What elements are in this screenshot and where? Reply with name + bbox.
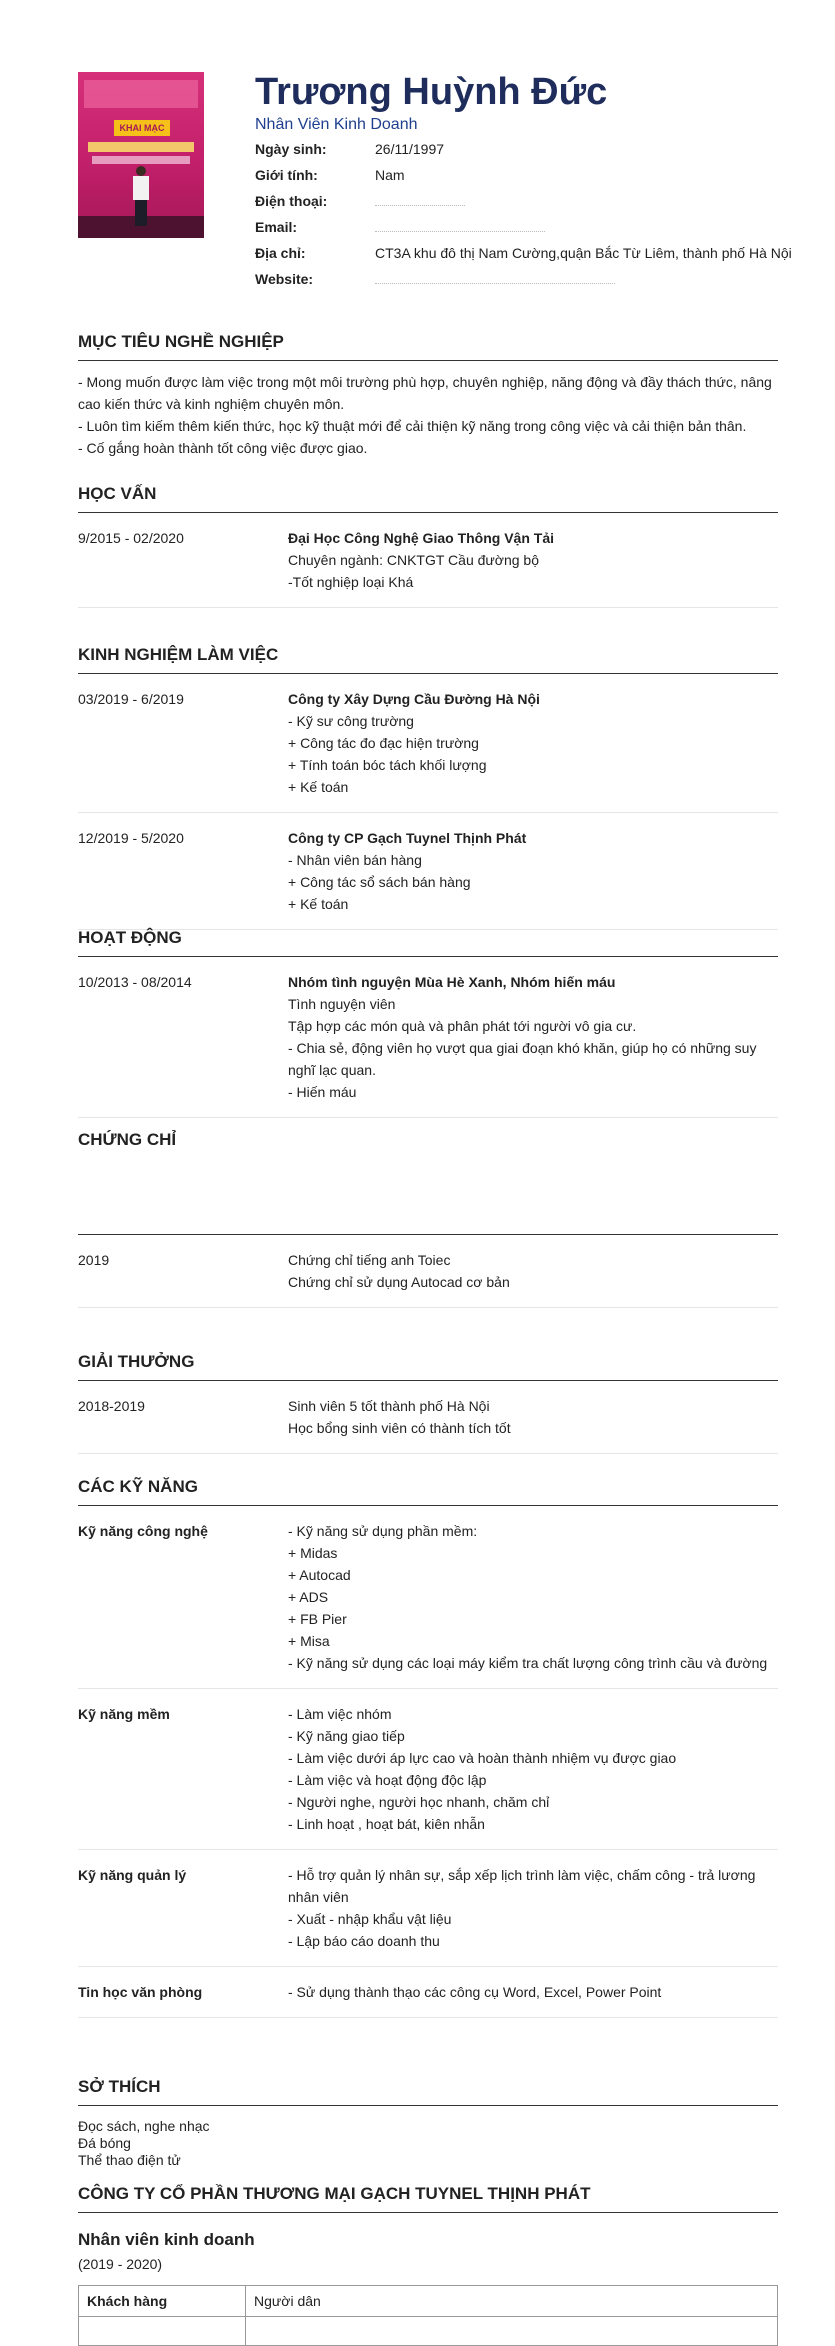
job-period: (2019 - 2020)	[78, 2256, 163, 2272]
award-entry	[78, 1381, 778, 1454]
info-row-gender	[255, 164, 795, 186]
section-heading: KINH NGHIỆM LÀM VIỆC	[78, 643, 778, 674]
table-cell-key: Khách hàng	[79, 2286, 246, 2317]
section-heading: MỤC TIÊU NGHỀ NGHIỆP	[78, 330, 778, 361]
hobby-item: Đọc sách, nghe nhạc	[78, 2118, 210, 2134]
skill-entry	[78, 1506, 778, 1689]
section-heading: GIẢI THƯỞNG	[78, 1350, 778, 1381]
entry-line: + Công tác đo đạc hiện trường	[288, 735, 479, 751]
info-row-email	[255, 216, 795, 238]
table-row	[79, 2317, 778, 2346]
section-divider	[78, 1158, 778, 1235]
photo-banner-line	[88, 142, 194, 152]
section-certificates	[78, 1128, 778, 1308]
objective-line: - Cố gắng hoàn thành tốt công việc được giao.	[78, 440, 368, 456]
entry-line: Học bổng sinh viên có thành tích tốt	[288, 1420, 511, 1436]
candidate-name: Trương Huỳnh Đức	[255, 71, 608, 113]
entry-line: - Làm việc dưới áp lực cao và hoàn thành nhiệm vụ được giao	[288, 1750, 677, 1766]
entry-line: - Chia sẻ, động viên họ vượt qua giai đoạn khó khăn, giúp họ có những suy nghĩ lạc quan.	[288, 1040, 757, 1078]
objective-text	[78, 371, 778, 459]
info-row-birthdate	[255, 138, 795, 160]
skill-details	[288, 1864, 778, 1952]
skill-details	[288, 1520, 778, 1674]
entry-line: - Làm việc và hoạt động độc lập	[288, 1772, 487, 1788]
company-heading: CÔNG TY CỔ PHẦN THƯƠNG MẠI GẠCH TUYNEL THỊNH PHÁT	[78, 2182, 778, 2213]
hobby-list	[78, 2118, 778, 2169]
photo-person	[135, 200, 147, 226]
experience-entry	[78, 813, 778, 930]
entry-details	[288, 1395, 778, 1439]
experience-entry	[78, 674, 778, 813]
entry-line: - Người nghe, người học nhanh, chăm chỉ	[288, 1794, 550, 1810]
customer-table	[78, 2285, 778, 2346]
section-heading: CHỨNG CHỈ	[78, 1130, 177, 1149]
table-cell-value: Người dân	[246, 2286, 778, 2317]
table-row	[79, 2286, 778, 2317]
section-experience	[78, 643, 778, 930]
entry-line: + ADS	[288, 1589, 329, 1605]
candidate-position: Nhân Viên Kinh Doanh	[255, 116, 418, 133]
table-cell-value	[246, 2317, 778, 2346]
entry-line: - Nhân viên bán hàng	[288, 852, 422, 868]
cv-header	[78, 71, 792, 322]
section-hobbies	[78, 2075, 778, 2169]
info-value: 26/11/1997	[375, 141, 445, 157]
entry-period: 2019	[78, 1252, 110, 1268]
section-company	[78, 2182, 778, 2346]
redacted-mark	[375, 227, 545, 232]
entry-period: 9/2015 - 02/2020	[78, 530, 184, 546]
objective-line: - Mong muốn được làm việc trong một môi trường phù hợp, chuyên nghiệp, năng động và đầy thách thức, nâng cao kiến thức và kinh nghiệm chuyên môn.	[78, 374, 772, 412]
section-heading: HOẠT ĐỘNG	[78, 926, 778, 957]
info-row-phone	[255, 190, 795, 212]
photo-banner-line	[92, 156, 190, 164]
entry-line: Tình nguyện viên	[288, 996, 396, 1012]
entry-period: 2018-2019	[78, 1398, 145, 1414]
entry-line: - Kỹ năng giao tiếp	[288, 1728, 405, 1744]
photo-banner-top	[84, 80, 198, 108]
section-education	[78, 482, 778, 608]
entry-line: - Sử dụng thành thạo các công cụ Word, Excel, Power Point	[288, 1984, 662, 2000]
section-objective	[78, 330, 778, 459]
certificate-entry	[78, 1235, 778, 1308]
info-value-redacted	[375, 216, 795, 238]
school-name: Đại Học Công Nghệ Giao Thông Vận Tải	[288, 530, 555, 546]
skill-name: Kỹ năng mềm	[78, 1706, 170, 1722]
entry-details	[288, 827, 778, 915]
entry-details	[288, 1249, 778, 1293]
entry-line: + Autocad	[288, 1567, 351, 1583]
info-value: Nam	[375, 167, 405, 183]
school-grade: -Tốt nghiệp loại Khá	[288, 574, 414, 590]
section-skills	[78, 1475, 778, 2018]
section-heading: SỞ THÍCH	[78, 2075, 778, 2106]
activity-entry	[78, 957, 778, 1118]
info-row-address	[255, 242, 795, 264]
info-label: Website:	[255, 271, 314, 287]
skill-name: Kỹ năng công nghệ	[78, 1523, 208, 1539]
hobby-item: Thể thao điện tử	[78, 2152, 181, 2168]
info-label: Giới tính:	[255, 167, 318, 183]
entry-line: - Xuất - nhập khẩu vật liệu	[288, 1911, 452, 1927]
entry-line: - Kỹ năng sử dụng các loại máy kiểm tra chất lượng công trình cầu và đường	[288, 1655, 768, 1671]
education-entry	[78, 513, 778, 608]
entry-details	[288, 527, 778, 593]
activity-org: Nhóm tình nguyện Mùa Hè Xanh, Nhóm hiến máu	[288, 974, 616, 990]
redacted-mark	[375, 279, 615, 284]
entry-line: + Misa	[288, 1633, 330, 1649]
info-value-redacted	[375, 268, 795, 290]
entry-line: + Midas	[288, 1545, 338, 1561]
hobby-item: Đá bóng	[78, 2135, 131, 2151]
info-label: Email:	[255, 219, 298, 235]
entry-line: - Lập báo cáo doanh thu	[288, 1933, 440, 1949]
entry-line: Chứng chỉ tiếng anh Toiec	[288, 1252, 451, 1268]
photo-person	[133, 176, 149, 200]
entry-line: - Hiến máu	[288, 1084, 357, 1100]
entry-period: 10/2013 - 08/2014	[78, 974, 192, 990]
info-label: Địa chỉ:	[255, 245, 306, 261]
entry-line: Tập hợp các món quà và phân phát tới người vô gia cư.	[288, 1018, 637, 1034]
redacted-mark	[375, 201, 465, 206]
info-row-website	[255, 268, 795, 290]
entry-line: + Kế toán	[288, 896, 349, 912]
entry-details	[288, 971, 778, 1103]
entry-period: 03/2019 - 6/2019	[78, 691, 184, 707]
entry-line: - Hỗ trợ quản lý nhân sự, sắp xếp lịch trình làm việc, chấm công - trả lương nhân viên	[288, 1867, 756, 1905]
entry-line: + FB Pier	[288, 1611, 347, 1627]
info-label: Ngày sinh:	[255, 141, 327, 157]
entry-line: + Kế toán	[288, 779, 349, 795]
profile-photo	[78, 72, 204, 238]
entry-period: 12/2019 - 5/2020	[78, 830, 184, 846]
photo-banner-text: KHAI MẠC	[114, 120, 170, 136]
skill-entry	[78, 1689, 778, 1850]
objective-line: - Luôn tìm kiếm thêm kiến thức, học kỹ thuật mới để cải thiện kỹ năng trong công việc và cải thiện bản thân.	[78, 418, 747, 434]
info-label: Điện thoại:	[255, 193, 328, 209]
company-name: Công ty CP Gạch Tuynel Thịnh Phát	[288, 830, 527, 846]
skill-entry	[78, 1967, 778, 2018]
skill-details	[288, 1703, 778, 1835]
job-title: Nhân viên kinh doanh	[78, 2230, 255, 2249]
entry-line: - Kỹ sư công trường	[288, 713, 414, 729]
skill-name: Kỹ năng quản lý	[78, 1867, 187, 1883]
entry-line: + Công tác sổ sách bán hàng	[288, 874, 471, 890]
skill-name: Tin học văn phòng	[78, 1984, 203, 2000]
entry-line: + Tính toán bóc tách khối lượng	[288, 757, 487, 773]
school-major: Chuyên ngành: CNKTGT Cầu đường bộ	[288, 552, 539, 568]
section-activities	[78, 926, 778, 1118]
section-heading: CÁC KỸ NĂNG	[78, 1475, 778, 1506]
entry-line: Sinh viên 5 tốt thành phố Hà Nội	[288, 1398, 490, 1414]
info-value: CT3A khu đô thị Nam Cường,quận Bắc Từ Liêm, thành phố Hà Nội	[375, 245, 792, 261]
section-heading: HỌC VẤN	[78, 482, 778, 513]
table-cell-key	[79, 2317, 246, 2346]
entry-line: - Làm việc nhóm	[288, 1706, 392, 1722]
personal-info	[255, 138, 795, 294]
entry-line: Chứng chỉ sử dụng Autocad cơ bản	[288, 1274, 510, 1290]
section-awards	[78, 1350, 778, 1454]
skill-entry	[78, 1850, 778, 1967]
photo-person	[136, 166, 146, 176]
skill-details	[288, 1981, 778, 2003]
entry-line: - Linh hoạt , hoạt bát, kiên nhẫn	[288, 1816, 485, 1832]
company-name: Công ty Xây Dựng Cầu Đường Hà Nội	[288, 691, 540, 707]
entry-details	[288, 688, 778, 798]
entry-line: - Kỹ năng sử dụng phần mềm:	[288, 1523, 478, 1539]
info-value-redacted	[375, 190, 795, 212]
